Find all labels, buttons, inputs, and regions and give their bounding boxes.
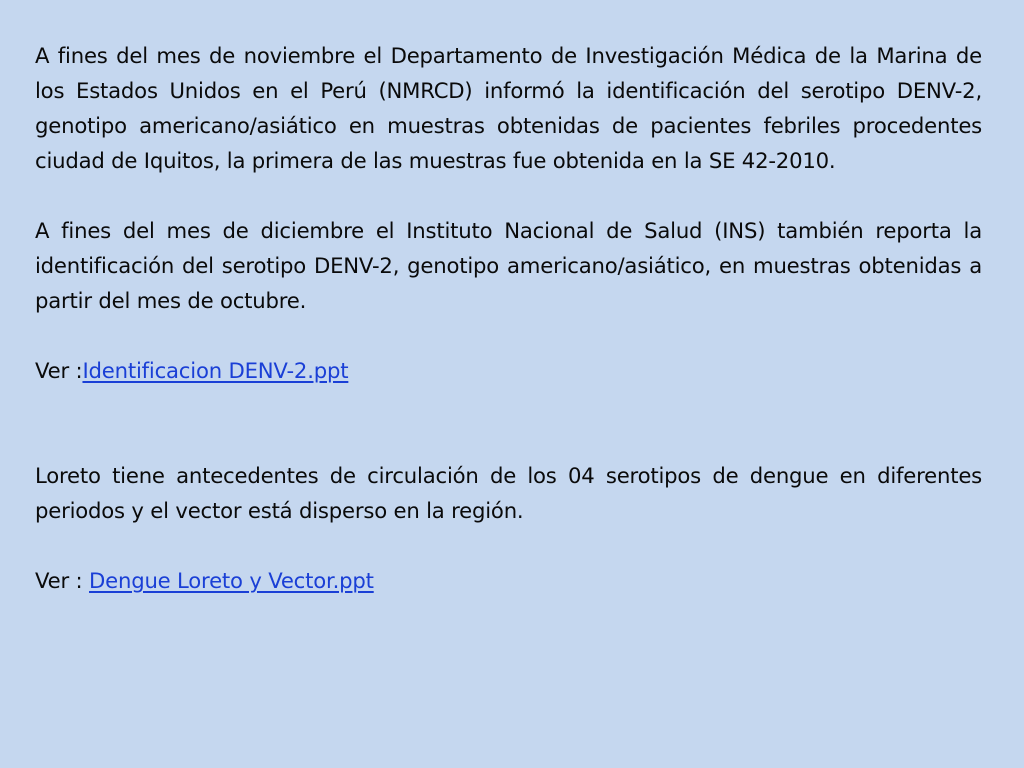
dengue-loreto-vector-link[interactable]: Dengue Loreto y Vector.ppt bbox=[89, 568, 374, 593]
reference-line-denv2 bbox=[35, 353, 982, 388]
paragraph-nmrcd-report: A fines del mes de noviembre el Departamento de Investigación Médica de la Marina de los Estados Unidos en el Perú (NMRCD) informó la identificación del serotipo DENV-2, genotipo americano/asiático en muestras obtenidas de pacientes febriles procedentes ciudad de Iquitos, la primera de las muestras fue obtenida en la SE 42-2010. bbox=[35, 43, 982, 173]
reference-prefix: Ver : bbox=[35, 358, 83, 383]
identificacion-denv2-link[interactable]: Identificacion DENV-2.ppt bbox=[82, 358, 349, 383]
paragraph-ins-report: A fines del mes de diciembre el Instituto Nacional de Salud (INS) también reporta la identificación del serotipo DENV-2, genotipo americano/asiático, en muestras obtenidas a partir del mes de octubre. bbox=[35, 218, 982, 313]
spacer bbox=[35, 318, 982, 353]
spacer bbox=[35, 388, 982, 458]
spacer bbox=[35, 178, 982, 213]
reference-line-loreto bbox=[35, 563, 982, 598]
spacer bbox=[35, 528, 982, 563]
paragraph-loreto-background: Loreto tiene antecedentes de circulación de los 04 serotipos de dengue en diferentes periodos y el vector está disperso en la región. bbox=[35, 463, 982, 523]
reference-prefix: Ver : bbox=[35, 568, 90, 593]
